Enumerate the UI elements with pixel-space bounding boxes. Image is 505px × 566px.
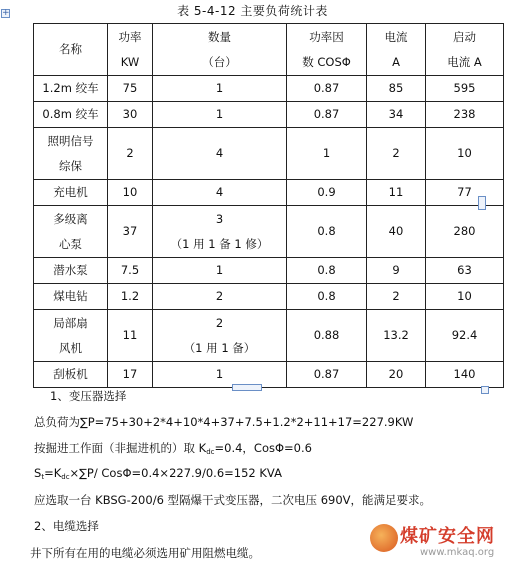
cell-starting-current [426,76,504,102]
table-row [34,180,504,206]
cell-quantity [153,362,287,388]
cell-name [34,362,108,388]
cell-power [108,258,153,284]
header-cell-text: KW [120,54,140,69]
cell-current [367,362,426,388]
cell-power-factor [287,284,367,310]
cell-starting-current [426,128,504,180]
header-cell-text: A [392,54,400,69]
cell-quantity [153,258,287,284]
cell-name [34,76,108,102]
cell-text: 4 [215,185,224,199]
cable-requirement-line: 井下所有在用的电缆必须选用矿用阻燃电缆。 [30,546,260,560]
transformer-selection-line: 应选取一台 KBSG-200/6 型隔爆干式变压器，二次电压 690V，能满足要求。 [34,493,432,507]
cell-power-factor [287,180,367,206]
table-resize-handle-right[interactable] [478,196,486,210]
cell-starting-current [426,102,504,128]
cell-text: 3 [215,211,224,226]
table-row [34,310,504,362]
cell-text: 0.87 [313,107,340,121]
cell-power [108,180,153,206]
cell-text: 595 [453,81,476,95]
cell-power-factor [287,76,367,102]
cell-text: 10 [457,146,472,160]
cell-power [108,102,153,128]
cell-quantity [153,284,287,310]
table-row [34,284,504,310]
cell-text: 1 [215,263,224,277]
cell-power-factor [287,258,367,284]
coefficient-line: 按掘进工作面（非掘进机的）取 $K_{dc}=0.4$，CosΦ=0.6 [34,441,312,456]
cell-text: 20 [388,367,404,381]
table-row [34,258,504,284]
cell-text: （1 用 1 备） [183,340,256,355]
cell-current [367,102,426,128]
cell-text: 0.8 [317,289,336,303]
cell-text: 0.87 [313,367,340,381]
header-cell-text: 电流 [384,29,408,44]
header-cell-text: 数 COSΦ [302,54,351,69]
cell-text: 1 [215,367,224,381]
section-title-cable: 2、电缆选择 [34,519,99,533]
cell-text: 2 [215,289,224,303]
cell-text: 13.2 [383,328,409,342]
table-row [34,102,504,128]
header-cell-text: 电流 A [447,54,482,69]
header-cell-current [367,24,426,76]
cell-text: 2 [392,146,400,160]
cell-text: 7.5 [120,263,140,277]
capacity-formula-line: $S_t=K_{dc}\times\sum P/$ CosΦ=0.4×227.9/0.6=152 KVA [34,466,282,481]
cell-text: 2 [392,289,400,303]
cell-text: 照明信号 [47,133,94,148]
table-row [34,206,504,258]
cell-text: 280 [453,224,476,238]
table-move-handle-icon[interactable]: + [2,8,10,18]
table-row [34,76,504,102]
cell-text: 34 [388,107,404,121]
header-cell-text: 名称 [59,42,82,56]
cell-quantity [153,206,287,258]
header-cell-text: 数量 [208,29,231,44]
table-resize-handle-bottom[interactable] [232,384,262,391]
table-header-row [34,24,504,76]
watermark-url: www.mkaq.org [420,547,495,558]
cell-text: 77 [457,185,472,199]
cell-text: 37 [122,224,138,238]
cell-text: 0.88 [313,328,340,342]
cell-text: 多级离 [53,211,88,226]
cell-text: 9 [392,263,400,277]
cell-power-factor [287,102,367,128]
cell-text: 0.8 [317,224,336,238]
cell-name [34,180,108,206]
cell-text: 0.9 [317,185,336,199]
table-row [34,362,504,388]
cell-text: 0.87 [313,81,340,95]
table-resize-handle-corner[interactable] [481,386,489,394]
cell-power [108,362,153,388]
cell-text: 1 [215,81,224,95]
table-caption: 表 5-4-12 主要负荷统计表 [177,4,328,18]
header-cell-text: 功率 [118,29,142,44]
cell-text: 92.4 [451,328,478,342]
cell-current [367,76,426,102]
cell-quantity [153,310,287,362]
header-cell-starting-current [426,24,504,76]
cell-text: 17 [122,367,138,381]
cell-text: 11 [122,328,138,342]
cell-text: 10 [122,185,138,199]
cell-quantity [153,128,287,180]
section-title-transformer: 1、变压器选择 [50,389,127,403]
header-cell-quantity [153,24,287,76]
cell-text: 238 [453,107,476,121]
cell-name [34,206,108,258]
cell-text: 刮板机 [53,367,88,381]
cell-quantity [153,180,287,206]
cell-text: 4 [215,146,224,160]
cell-name [34,310,108,362]
cell-text: 心泵 [59,236,82,251]
cell-current [367,258,426,284]
cell-text: 0.8 [317,263,336,277]
cell-power-factor [287,206,367,258]
cell-text: 11 [388,185,404,199]
site-logo-icon [370,524,398,552]
watermark-name: 煤矿安全网 [400,526,495,547]
cell-text: 煤电钻 [53,289,88,303]
cell-starting-current [426,180,504,206]
cell-text: 综保 [59,158,82,173]
cell-current [367,180,426,206]
cell-starting-current [426,284,504,310]
cell-text: 0.8m 绞车 [42,107,99,121]
cell-quantity [153,102,287,128]
header-cell-text: 启动 [453,29,476,44]
cell-power-factor [287,362,367,388]
cell-power-factor [287,128,367,180]
cell-text: 75 [122,81,138,95]
cell-text: 63 [457,263,472,277]
cell-text: 2 [215,315,224,330]
cell-quantity [153,76,287,102]
cell-text: 风机 [59,340,82,355]
header-cell-power-factor [287,24,367,76]
load-statistics-table [33,23,504,388]
header-cell-power [108,24,153,76]
cell-text: 2 [126,146,134,160]
cell-text: 1 [215,107,224,121]
cell-text: 40 [388,224,404,238]
cell-text: 85 [388,81,404,95]
cell-power [108,76,153,102]
cell-current [367,128,426,180]
cell-starting-current [426,206,504,258]
cell-text: 10 [457,289,472,303]
cell-current [367,284,426,310]
cell-power [108,128,153,180]
header-cell-text: （台） [202,54,237,69]
cell-text: 充电机 [53,185,88,199]
cell-power [108,206,153,258]
site-watermark [370,522,500,562]
table-row [34,128,504,180]
cell-starting-current [426,310,504,362]
header-cell-name [34,24,108,76]
cell-name [34,102,108,128]
cell-starting-current [426,258,504,284]
cell-starting-current [426,362,504,388]
cell-text: 30 [122,107,138,121]
cell-text: 1.2m 绞车 [42,81,99,95]
cell-current [367,310,426,362]
cell-text: 潜水泵 [53,263,88,277]
cell-text: 1 [322,146,331,160]
cell-power [108,284,153,310]
cell-current [367,206,426,258]
cell-power-factor [287,310,367,362]
total-load-line: 总负荷为∑P=75+30+2*4+10*4+37+7.5+1.2*2+11+17=227.9KW [34,415,414,429]
cell-text: 1.2 [120,289,140,303]
cell-name [34,128,108,180]
cell-name [34,258,108,284]
cell-text: （1 用 1 备 1 修） [170,236,269,251]
cell-text: 140 [453,367,476,381]
cell-power [108,310,153,362]
header-cell-text: 功率因 [309,29,344,44]
cell-name [34,284,108,310]
cell-text: 局部扇 [53,315,88,330]
